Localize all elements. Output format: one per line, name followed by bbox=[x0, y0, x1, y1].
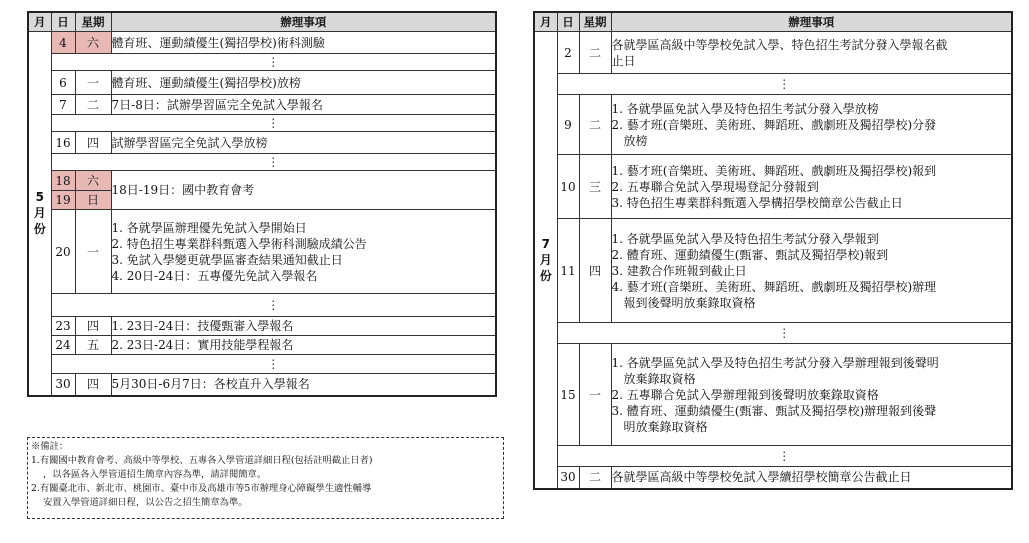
matter-cell: 1. 各就學區免試入學及特色招生考試分發入學辦理報到後聲明 放棄錄取資格 2. 五專聯合免試入學辦理報到後聲明放棄錄取資格 3. 體育班、運動績優生(甄審、甄試及獨招學校)辦理報到後聲 明放棄錄取資格 bbox=[611, 344, 1012, 446]
weekday-cell: 二 bbox=[579, 95, 611, 155]
day-cell: 30 bbox=[51, 374, 75, 396]
table-header-row bbox=[534, 12, 1012, 32]
remarks-title: ※備註： bbox=[31, 441, 69, 452]
remarks-line: ，以各區各入學管道招生簡章內容為準，請詳閱簡章。 bbox=[43, 469, 267, 480]
day-cell: 23 bbox=[51, 317, 75, 336]
matter-cell: 試辦學習區完全免試入學放榜 bbox=[111, 132, 496, 154]
ellipsis-row: ⋮ bbox=[51, 154, 496, 171]
remarks-line: 2.有關臺北市、新北市、桃園市、臺中市及高雄市等5市辦理身心障礙學生適性輔導 bbox=[31, 483, 372, 494]
matter-cell: 1. 23日-24日：技優甄審入學報名 bbox=[111, 317, 496, 336]
weekday-cell: 五 bbox=[75, 336, 111, 355]
ellipsis-row: ⋮ bbox=[51, 115, 496, 132]
day-cell: 19 bbox=[51, 191, 75, 210]
header-month: 月 bbox=[534, 12, 557, 32]
table-row bbox=[534, 219, 1012, 323]
header-matters: 辦理事項 bbox=[111, 12, 496, 32]
table-header-row bbox=[28, 12, 496, 32]
matter-cell: 1. 藝才班(音樂班、美術班、舞蹈班、戲劇班及獨招學校)報到 2. 五專聯合免試入學現場登記分發報到 3. 特色招生專業群科甄選入學構招學校簡章公告截止日 bbox=[611, 155, 1012, 219]
weekday-cell: 一 bbox=[75, 71, 111, 95]
weekday-cell: 四 bbox=[579, 219, 611, 323]
header-day: 日 bbox=[557, 12, 579, 32]
day-cell: 2 bbox=[557, 32, 579, 74]
table-row bbox=[534, 344, 1012, 446]
weekday-cell: 六 bbox=[75, 171, 111, 191]
july-schedule-table bbox=[533, 11, 1013, 490]
header-month: 月 bbox=[28, 12, 51, 32]
day-cell: 6 bbox=[51, 71, 75, 95]
table-row bbox=[28, 171, 496, 191]
weekday-cell: 日 bbox=[75, 191, 111, 210]
weekday-cell: 一 bbox=[75, 210, 111, 294]
weekday-cell: 六 bbox=[75, 32, 111, 54]
weekday-cell: 一 bbox=[579, 344, 611, 446]
day-cell: 24 bbox=[51, 336, 75, 355]
day-cell: 7 bbox=[51, 95, 75, 115]
weekday-cell: 四 bbox=[75, 132, 111, 154]
remarks-line: 安置入學管道詳細日程，以公告之招生簡章為準。 bbox=[43, 497, 248, 508]
day-cell: 11 bbox=[557, 219, 579, 323]
table-row bbox=[28, 32, 496, 54]
table-row bbox=[28, 210, 496, 294]
may-schedule-table bbox=[27, 11, 497, 397]
month-label-july: 7 月 份 bbox=[534, 32, 557, 489]
day-cell: 18 bbox=[51, 171, 75, 191]
table-row bbox=[534, 32, 1012, 74]
matter-cell: 1. 各就學區免試入學及特色招生考試分發入學放榜 2. 藝才班(音樂班、美術班、舞蹈班、戲劇班及獨招學校)分發 放榜 bbox=[611, 95, 1012, 155]
weekday-cell: 四 bbox=[75, 317, 111, 336]
matter-cell: 7日-8日：試辦學習區完全免試入學報名 bbox=[111, 95, 496, 115]
matter-cell: 1. 各就學區免試入學及特色招生考試分發入學報到 2. 體育班、運動績優生(甄審、甄試及獨招學校)報到 3. 建教合作班報到截止日 4. 藝才班(音樂班、美術班、舞蹈班、戲劇班及獨招學校)辦理 報到後聲明放棄錄取資格 bbox=[611, 219, 1012, 323]
day-cell: 30 bbox=[557, 467, 579, 489]
remarks-box bbox=[27, 437, 504, 519]
day-cell: 4 bbox=[51, 32, 75, 54]
ellipsis-row: ⋮ bbox=[557, 323, 1012, 344]
table-row bbox=[28, 71, 496, 95]
day-cell: 9 bbox=[557, 95, 579, 155]
ellipsis-row: ⋮ bbox=[557, 446, 1012, 467]
matter-cell: 5月30日-6月7日：各校直升入學報名 bbox=[111, 374, 496, 396]
table-row bbox=[28, 132, 496, 154]
table-row bbox=[534, 155, 1012, 219]
month-label-may: 5 月 份 bbox=[28, 32, 51, 396]
day-cell: 16 bbox=[51, 132, 75, 154]
matter-cell: 體育班、運動績優生(獨招學校)放榜 bbox=[111, 71, 496, 95]
weekday-cell: 四 bbox=[75, 374, 111, 396]
day-cell: 10 bbox=[557, 155, 579, 219]
table-row bbox=[28, 317, 496, 336]
ellipsis-row: ⋮ bbox=[51, 294, 496, 317]
matter-cell: 各就學區高級中等學校免試入學、特色招生考試分發入學報名截 止日 bbox=[611, 32, 1012, 74]
table-row bbox=[534, 467, 1012, 489]
ellipsis-row: ⋮ bbox=[51, 355, 496, 374]
table-row bbox=[28, 374, 496, 396]
ellipsis-row: ⋮ bbox=[51, 54, 496, 71]
table-row bbox=[534, 95, 1012, 155]
header-matters: 辦理事項 bbox=[611, 12, 1012, 32]
day-cell: 15 bbox=[557, 344, 579, 446]
matter-cell: 18日-19日：國中教育會考 bbox=[111, 171, 496, 210]
header-weekday: 星期 bbox=[579, 12, 611, 32]
day-cell: 20 bbox=[51, 210, 75, 294]
table-row bbox=[28, 95, 496, 115]
header-day: 日 bbox=[51, 12, 75, 32]
matter-cell: 2. 23日-24日：實用技能學程報名 bbox=[111, 336, 496, 355]
ellipsis-row: ⋮ bbox=[557, 74, 1012, 95]
weekday-cell: 三 bbox=[579, 155, 611, 219]
weekday-cell: 二 bbox=[75, 95, 111, 115]
matter-cell: 1. 各就學區辦理優先免試入學開始日 2. 特色招生專業群科甄選入學術科測驗成績公告 3. 免試入學變更就學區審查結果通知截止日 4. 20日-24日：五專優先免試入學報名 bbox=[111, 210, 496, 294]
weekday-cell: 二 bbox=[579, 467, 611, 489]
weekday-cell: 二 bbox=[579, 32, 611, 74]
header-weekday: 星期 bbox=[75, 12, 111, 32]
matter-cell: 體育班、運動績優生(獨招學校)術科測驗 bbox=[111, 32, 496, 54]
table-row bbox=[28, 336, 496, 355]
remarks-line: 1.有關國中教育會考、高級中等學校、五專各入學管道詳細日程(包括註明截止日者) bbox=[31, 455, 373, 466]
matter-cell: 各就學區高級中等學校免試入學續招學校簡章公告截止日 bbox=[611, 467, 1012, 489]
